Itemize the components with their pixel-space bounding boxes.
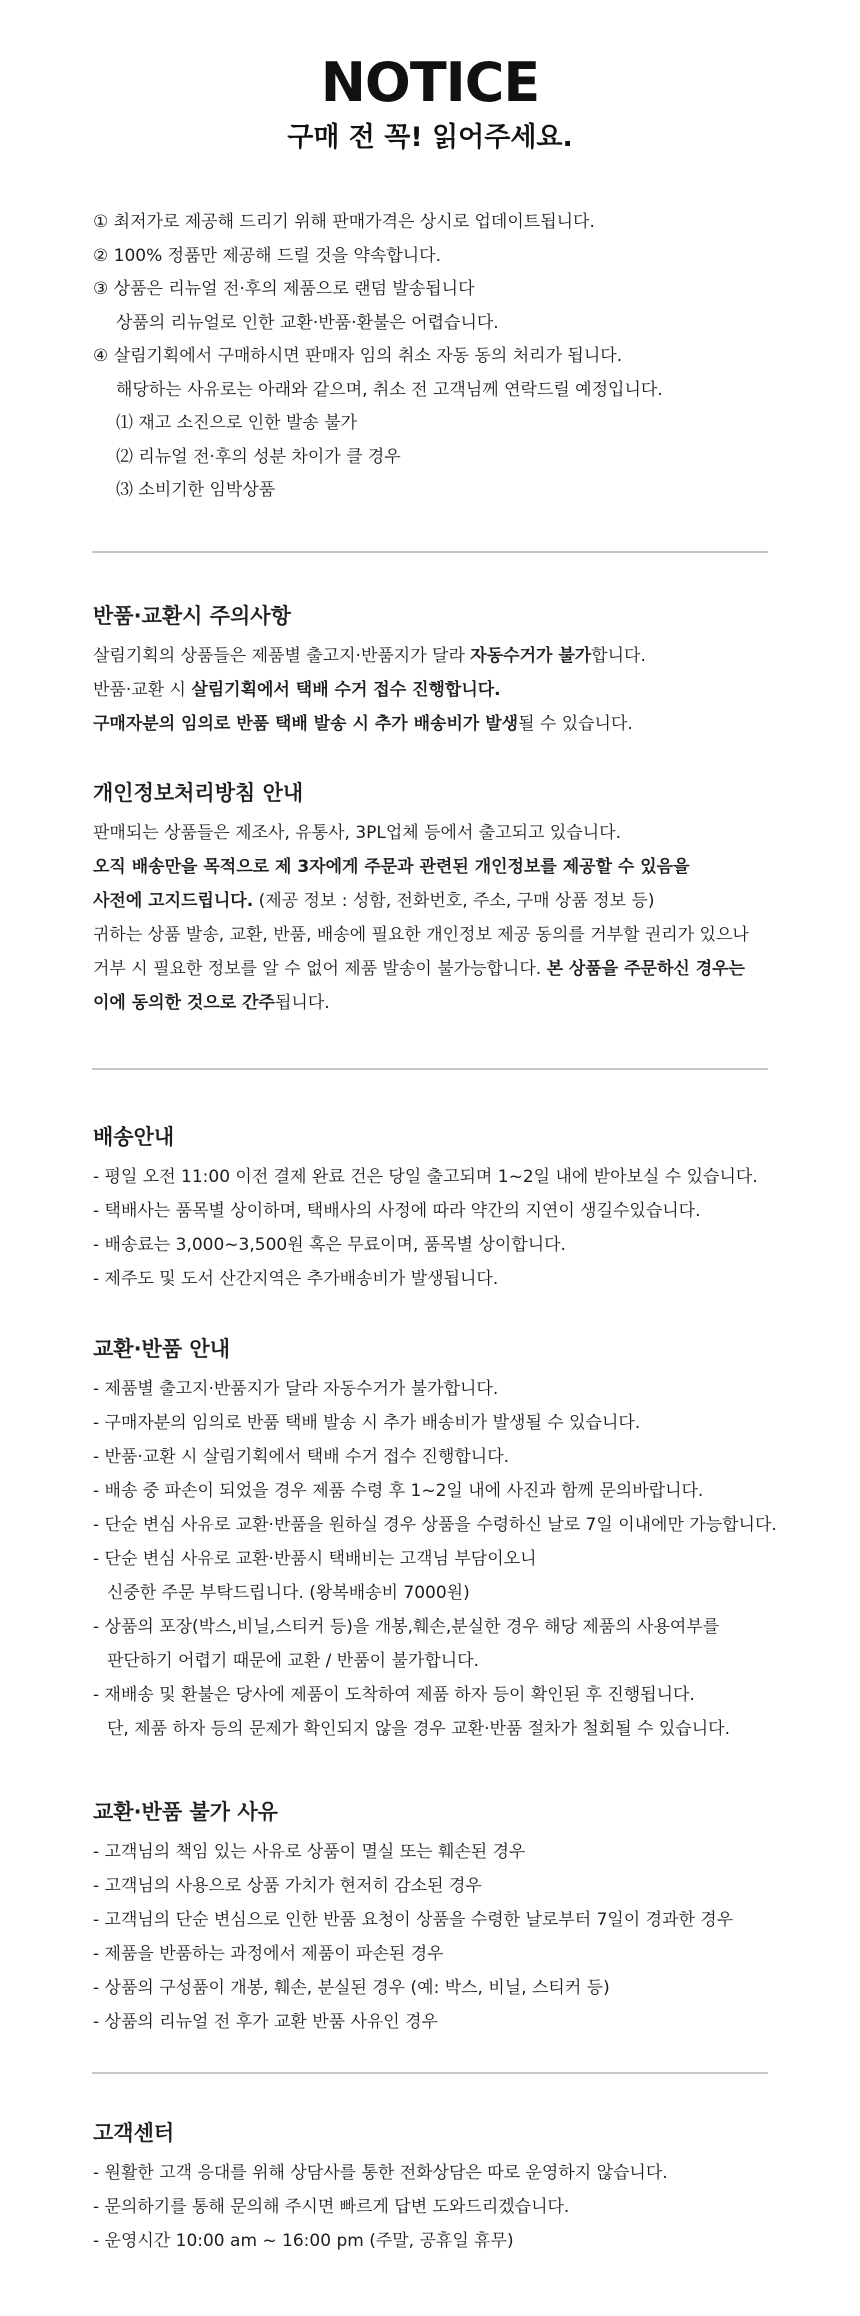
paragraph-line: 거부 시 필요한 정보를 알 수 없어 제품 발송이 불가능합니다. 본 상품을 주문하신 경우는 bbox=[93, 959, 745, 979]
section-heading: 고객센터 bbox=[93, 2121, 175, 2145]
list-item: - 고객님의 사용으로 상품 가치가 현저히 감소된 경우 bbox=[93, 1876, 482, 1896]
section-heading: 반품·교환시 주의사항 bbox=[93, 604, 291, 628]
notice-subitem: ⑶ 소비기한 임박상품 bbox=[116, 480, 276, 500]
paragraph-line: 사전에 고지드립니다. (제공 정보 : 성함, 전화번호, 주소, 구매 상품 정보 등) bbox=[93, 891, 655, 911]
page-title: NOTICE bbox=[320, 51, 540, 114]
list-item-continued: 신중한 주문 부탁드립니다. (왕복배송비 7000원) bbox=[107, 1583, 470, 1603]
list-item: - 제품별 출고지·반품지가 달라 자동수거가 불가합니다. bbox=[93, 1379, 499, 1399]
notice-item: ① 최저가로 제공해 드리기 위해 판매가격은 상시로 업데이트됩니다. bbox=[93, 212, 595, 232]
list-item: - 반품·교환 시 살림기획에서 택배 수거 접수 진행합니다. bbox=[93, 1447, 510, 1467]
paragraph-line: 귀하는 상품 발송, 교환, 반품, 배송에 필요한 개인정보 제공 동의를 거부할 권리가 있으나 bbox=[93, 925, 749, 945]
list-item: - 배송 중 파손이 되었을 경우 제품 수령 후 1~2일 내에 사진과 함께 문의바랍니다. bbox=[93, 1481, 704, 1501]
section-divider bbox=[92, 1068, 768, 1070]
notice-list bbox=[93, 206, 793, 508]
list-item: - 구매자분의 임의로 반품 택배 발송 시 추가 배송비가 발생될 수 있습니다. bbox=[93, 1413, 641, 1433]
list-item: - 재배송 및 환불은 당사에 제품이 도착하여 제품 하자 등이 확인된 후 진행됩니다. bbox=[93, 1685, 695, 1705]
paragraph-line: 구매자분의 임의로 반품 택배 발송 시 추가 배송비가 발생될 수 있습니다. bbox=[93, 714, 633, 734]
no-exchange-section bbox=[93, 1797, 793, 2039]
list-item-continued: 판단하기 어렵기 때문에 교환 / 반품이 불가합니다. bbox=[107, 1651, 479, 1671]
paragraph-line: 이에 동의한 것으로 간주됩니다. bbox=[93, 993, 330, 1013]
section-heading: 교환·반품 안내 bbox=[93, 1337, 231, 1361]
section-heading: 교환·반품 불가 사유 bbox=[93, 1800, 278, 1824]
notice-subitem: ⑵ 리뉴얼 전·후의 성분 차이가 클 경우 bbox=[116, 446, 401, 467]
list-item: - 상품의 포장(박스,비닐,스티커 등)을 개봉,훼손,분실한 경우 해당 제품의 사용여부를 bbox=[93, 1617, 720, 1637]
notice-item-continued: 해당하는 사유로는 아래와 같으며, 취소 전 고객님께 연락드릴 예정입니다. bbox=[116, 379, 663, 400]
list-item: - 평일 오전 11:00 이전 결제 완료 건은 당일 출고되며 1~2일 내에 받아보실 수 있습니다. bbox=[93, 1167, 758, 1187]
list-item: - 택배사는 품목별 상이하며, 택배사의 사정에 따라 약간의 지연이 생길수있습니다. bbox=[93, 1201, 701, 1221]
list-item: - 상품의 리뉴얼 전 후가 교환 반품 사유인 경우 bbox=[93, 2012, 438, 2032]
list-item: - 운영시간 10:00 am ~ 16:00 pm (주말, 공휴일 휴무) bbox=[93, 2231, 514, 2251]
list-item: - 제품을 반품하는 과정에서 제품이 파손된 경우 bbox=[93, 1944, 444, 1964]
section-divider bbox=[92, 2072, 768, 2074]
privacy-section bbox=[93, 778, 793, 1020]
paragraph-line: 판매되는 상품들은 제조사, 유통사, 3PL업체 등에서 출고되고 있습니다. bbox=[93, 823, 621, 843]
section-heading: 개인정보처리방침 안내 bbox=[93, 781, 304, 805]
notice-item: ② 100% 정품만 제공해 드릴 것을 약속합니다. bbox=[93, 245, 441, 266]
list-item-continued: 단, 제품 하자 등의 문제가 확인되지 않을 경우 교환·반품 절차가 철회될 수 있습니다. bbox=[107, 1719, 730, 1739]
returns-caution-section bbox=[93, 601, 793, 741]
list-item: - 단순 변심 사유로 교환·반품을 원하실 경우 상품을 수령하신 날로 7일 이내에만 가능합니다. bbox=[93, 1515, 777, 1535]
section-heading: 배송안내 bbox=[93, 1125, 175, 1149]
list-item: - 문의하기를 통해 문의해 주시면 빠르게 답변 도와드리겠습니다. bbox=[93, 2197, 570, 2217]
list-item: - 고객님의 책임 있는 사유로 상품이 멸실 또는 훼손된 경우 bbox=[93, 1842, 526, 1862]
list-item: - 고객님의 단순 변심으로 인한 반품 요청이 상품을 수령한 날로부터 7일이 경과한 경우 bbox=[93, 1910, 734, 1930]
shipping-section bbox=[93, 1122, 793, 1296]
paragraph-line: 오직 배송만을 목적으로 제 3자에게 주문과 관련된 개인정보를 제공할 수 있음을 bbox=[93, 857, 690, 877]
notice-item: ④ 살림기획에서 구매하시면 판매자 임의 취소 자동 동의 처리가 됩니다. bbox=[93, 346, 623, 366]
section-divider bbox=[92, 551, 768, 553]
list-item: - 상품의 구성품이 개봉, 훼손, 분실된 경우 (예: 박스, 비닐, 스티커 등) bbox=[93, 1978, 610, 1998]
list-item: - 배송료는 3,000~3,500원 혹은 무료이며, 품목별 상이합니다. bbox=[93, 1235, 566, 1255]
paragraph-line: 살림기획의 상품들은 제품별 출고지·반품지가 달라 자동수거가 불가합니다. bbox=[93, 646, 646, 666]
notice-item-continued: 상품의 리뉴얼로 인한 교환·반품·환불은 어렵습니다. bbox=[116, 312, 499, 333]
page-subtitle: 구매 전 꼭! 읽어주세요. bbox=[287, 122, 573, 153]
exchange-section bbox=[93, 1334, 793, 1746]
list-item: - 단순 변심 사유로 교환·반품시 택배비는 고객님 부담이오니 bbox=[93, 1549, 537, 1569]
notice-subitem: ⑴ 재고 소진으로 인한 발송 불가 bbox=[116, 413, 358, 433]
notice-item: ③ 상품은 리뉴얼 전·후의 제품으로 랜덤 발송됩니다 bbox=[93, 279, 475, 299]
list-item: - 제주도 및 도서 산간지역은 추가배송비가 발생됩니다. bbox=[93, 1269, 499, 1289]
paragraph-line: 반품·교환 시 살림기획에서 택배 수거 접수 진행합니다. bbox=[93, 680, 501, 700]
list-item: - 원활한 고객 응대를 위해 상담사를 통한 전화상담은 따로 운영하지 않습니다. bbox=[93, 2163, 668, 2183]
customer-center-section bbox=[93, 2118, 793, 2258]
